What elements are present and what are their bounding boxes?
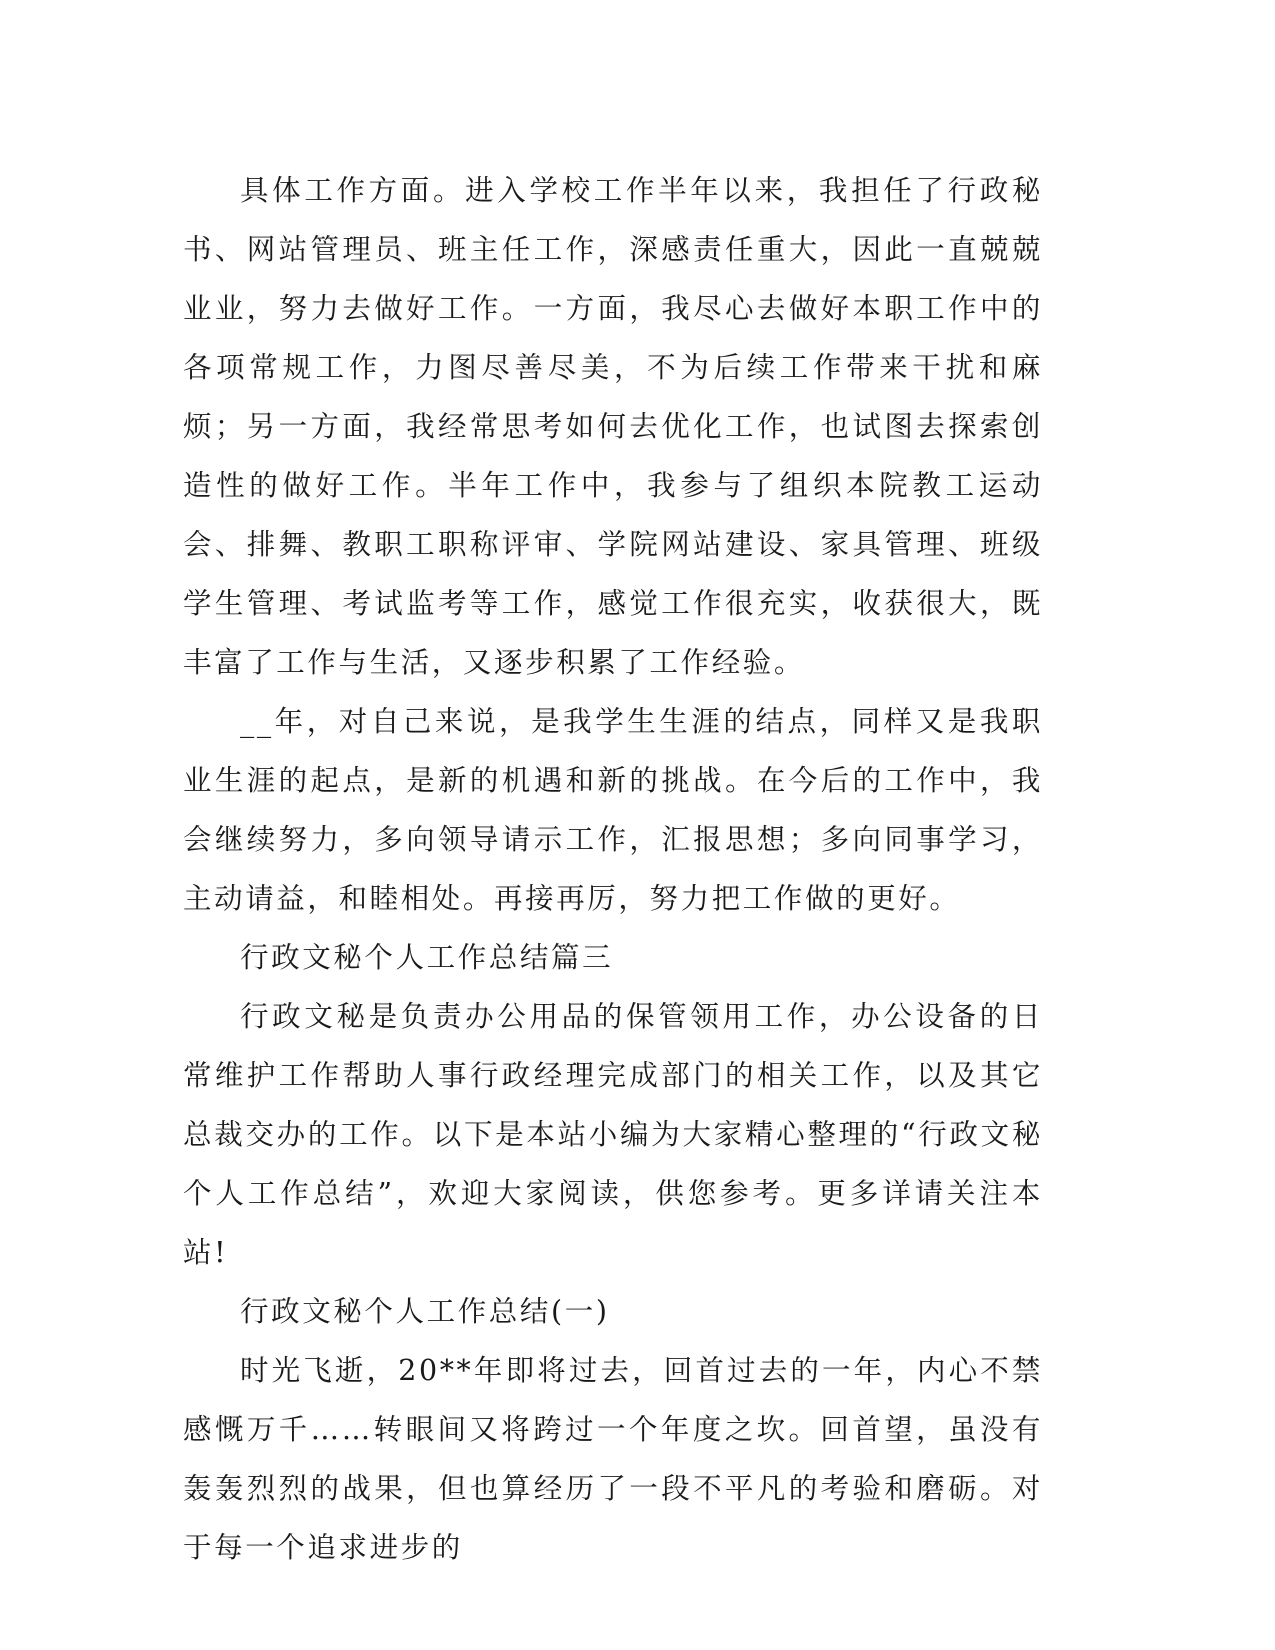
document-body	[183, 161, 1043, 1577]
paragraph-secretary-intro: 行政文秘是负责办公用品的保管领用工作，办公设备的日常维护工作帮助人事行政经理完成部门的相关工作，以及其它总裁交办的工作。以下是本站小编为大家精心整理的“行政文秘个人工作总结”，欢迎大家阅读，供您参考。更多详请关注本站!	[183, 1000, 1043, 1269]
section-heading-summary-one: 行政文秘个人工作总结(一)	[240, 1295, 610, 1328]
paragraph-time-flies: 时光飞逝，20**年即将过去，回首过去的一年，内心不禁感慨万千……转眼间又将跨过一个年度之坎。回首望，虽没有轰轰烈烈的战果，但也算经历了一段不平凡的考验和磨砺。对于每一个追求进步的	[183, 1354, 1043, 1564]
section-heading-part-three: 行政文秘个人工作总结篇三	[240, 941, 614, 974]
paragraph-work-details: 具体工作方面。进入学校工作半年以来，我担任了行政秘书、网站管理员、班主任工作，深感责任重大，因此一直兢兢业业，努力去做好工作。一方面，我尽心去做好本职工作中的各项常规工作，力图尽善尽美，不为后续工作带来干扰和麻烦；另一方面，我经常思考如何去优化工作，也试图去探索创造性的做好工作。半年工作中，我参与了组织本院教工运动会、排舞、教职工职称评审、学院网站建设、家具管理、班级学生管理、考试监考等工作，感觉工作很充实，收获很大，既丰富了工作与生活，又逐步积累了工作经验。	[183, 174, 1043, 679]
paragraph-year-reflection: __年，对自己来说，是我学生生涯的结点，同样又是我职业生涯的起点，是新的机遇和新的挑战。在今后的工作中，我会继续努力，多向领导请示工作，汇报思想；多向同事学习，主动请益，和睦相处。再接再厉，努力把工作做的更好。	[183, 705, 1043, 915]
